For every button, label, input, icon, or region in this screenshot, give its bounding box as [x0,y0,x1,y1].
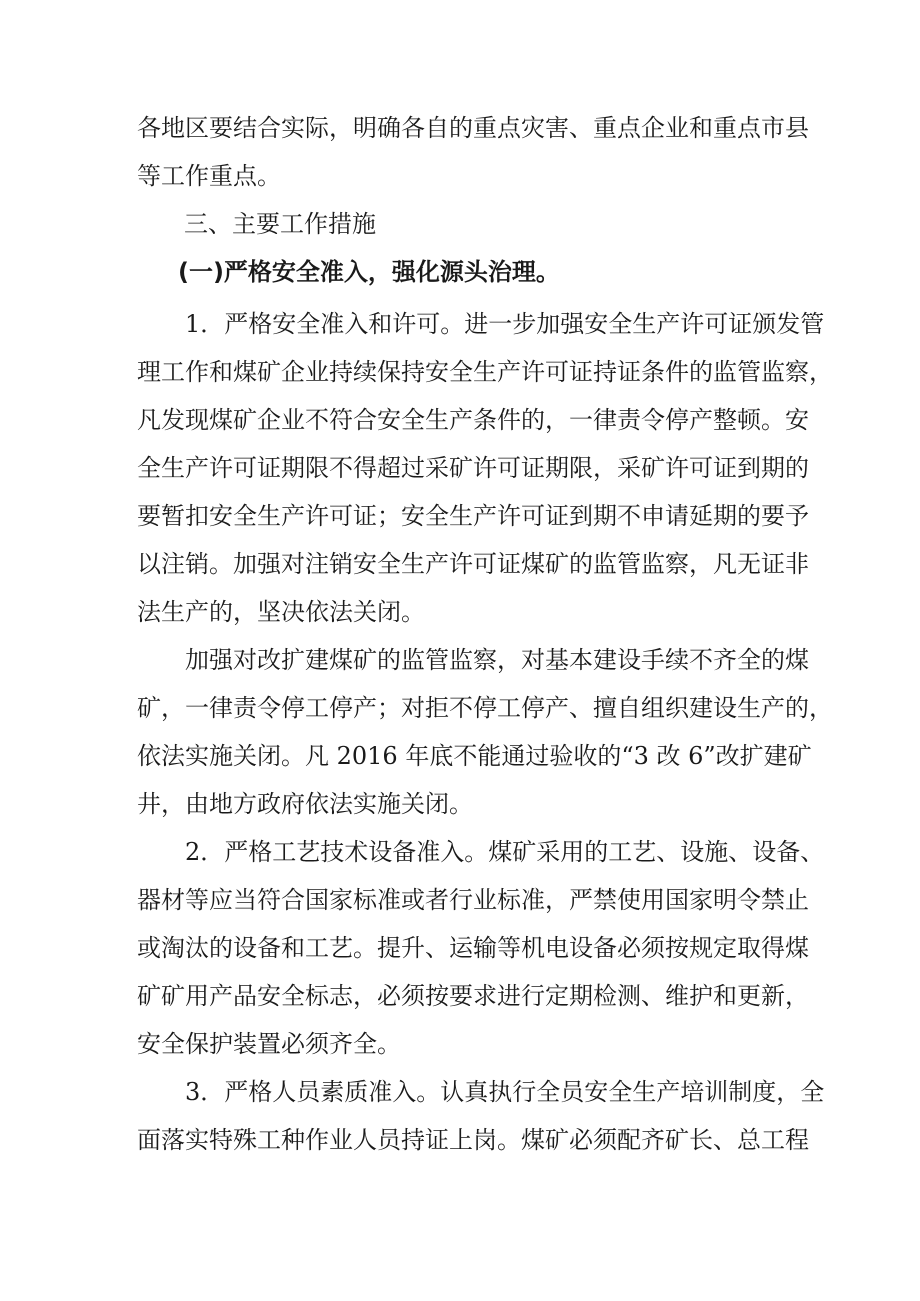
item2-line-2: 器材等应当符合国家标准或者行业标准，严禁使用国家明令禁止 [137,886,809,914]
para2-line-4: 井，由地方政府依法实施关闭。 [137,790,473,818]
item2-line-5: 安全保护装置必须齐全。 [137,1030,401,1058]
item2-line-4: 矿矿用产品安全标志，必须按要求进行定期检测、维护和更新， [137,982,809,1010]
para2-line-2: 矿，一律责令停工停产；对拒不停工停产、擅自组织建设生产的， [137,694,833,722]
item2-line-1: 2．严格工艺技术设备准入。煤矿采用的工艺、设施、设备、 [185,838,825,866]
para2-line-3: 依法实施关闭。凡 2016 年底不能通过验收的“3 改 6”改扩建矿 [137,742,812,770]
intro-line-2: 等工作重点。 [137,162,281,190]
item2-line-3: 或淘汰的设备和工艺。提升、运输等机电设备必须按规定取得煤 [137,934,809,962]
item1-line-2: 理工作和煤矿企业持续保持安全生产许可证持证条件的监管监察， [137,358,833,386]
item3-line-2: 面落实特殊工种作业人员持证上岗。煤矿必须配齐矿长、总工程 [137,1126,809,1154]
item1-line-1: 1．严格安全准入和许可。进一步加强安全生产许可证颁发管 [185,310,825,338]
section-heading: 三、主要工作措施 [184,210,376,238]
subsection-heading: (一)严格安全准入，强化源头治理。 [178,258,560,286]
item1-line-3: 凡发现煤矿企业不符合安全生产条件的，一律责令停产整顿。安 [137,406,809,434]
intro-line-1: 各地区要结合实际，明确各自的重点灾害、重点企业和重点市县 [137,114,809,142]
item3-line-1: 3．严格人员素质准入。认真执行全员安全生产培训制度，全 [185,1078,825,1106]
item1-line-6: 以注销。加强对注销安全生产许可证煤矿的监管监察，凡无证非 [137,550,809,578]
item1-line-4: 全生产许可证期限不得超过采矿许可证期限，采矿许可证到期的 [137,454,809,482]
item1-line-5: 要暂扣安全生产许可证；安全生产许可证到期不申请延期的要予 [137,502,809,530]
item1-line-7: 法生产的，坚决依法关闭。 [137,598,425,626]
para2-line-1: 加强对改扩建煤矿的监管监察，对基本建设手续不齐全的煤 [185,646,809,674]
